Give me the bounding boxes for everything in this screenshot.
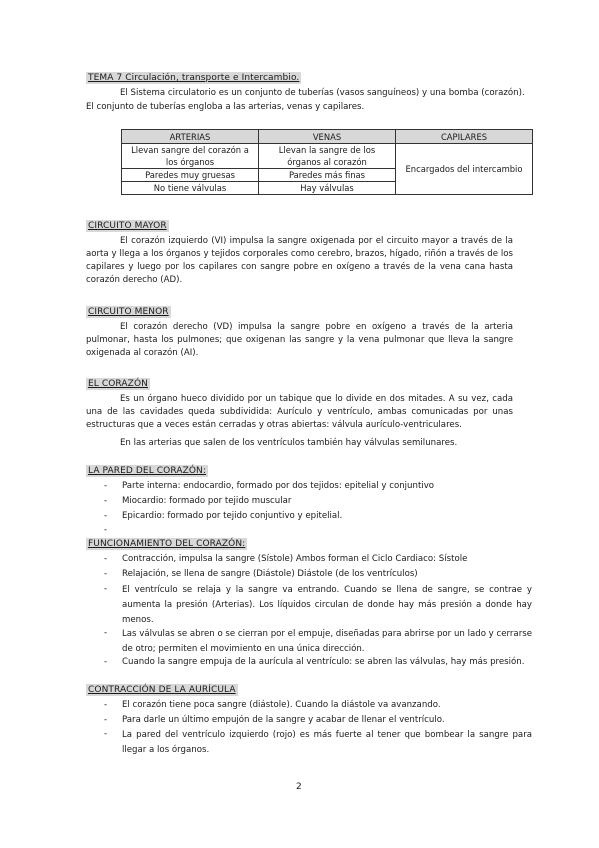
corazon-text-2: En las arterias que salen de los ventrículos también hay válvulas semilunares. <box>120 438 458 448</box>
document-title: TEMA 7 Circulación, transporte e Intercambio. <box>88 73 300 83</box>
bullet-dash: - <box>104 481 108 491</box>
table-header-venas: VENAS <box>259 130 396 144</box>
corazon-text: Es un órgano hueco dividido por un tabique que lo divide en dos mitades. A su vez, cada una de las cavidades queda subdividida: Aurículo y ventrículo, ambas comunicadas por unas estructuras que a veces están cerradas y otras abiertas: válvula aurículo-ventriculares. <box>86 394 513 430</box>
section-heading-circuito-mayor: CIRCUITO MAYOR <box>88 221 167 231</box>
bullet-dash: - <box>104 700 108 710</box>
table-cell: Paredes muy gruesas <box>122 169 259 182</box>
table-cell: Llevan sangre del corazón a los órganos <box>122 144 259 169</box>
section-heading-corazon: EL CORAZÓN <box>88 379 148 389</box>
section-heading-funcionamiento: FUNCIONAMIENTO DEL CORAZÓN: <box>88 539 246 549</box>
intro-line-1: El Sistema circulatorio es un conjunto de tuberías (vasos sanguíneos) y una bomba (corazón). <box>120 88 525 98</box>
circuito-mayor-text: El corazón izquierdo (VI) impulsa la sangre oxigenada por el circuito mayor a través de la aorta y llega a los órganos y tejidos corporales como cerebro, brazos, hígado, riñón a través de los capilares y luego por los capilares con sangre pobre en oxígeno a través de la vena cana hasta corazón derecho (AD). <box>86 236 513 285</box>
table-cell: No tiene válvulas <box>122 182 259 195</box>
section-heading-circuito-menor: CIRCUITO MENOR <box>88 307 169 317</box>
table-cell: Hay válvulas <box>259 182 396 195</box>
table-cell: Paredes más finas <box>259 169 396 182</box>
document-page: TEMA 7 Circulación, transporte e Intercambio. El Sistema circulatorio es un conjunto de tuberías (vasos sanguíneos) y una bomba (corazón). El conjunto de tuberías engloba a las arterias, venas y capilares. ARTERIAS VENAS CAPILARES Llevan sangre del corazón a los órganos Llevan la sangre de los órganos al corazón Encargados del intercambio Paredes muy gruesas Paredes más finas No tiene válvulas Hay válvulas CIRCUITO MAYOR El corazón izquierdo (VI) impulsa la sangre oxigenada por el circuito mayor a través de la aorta y llega a los órganos y tejidos corporales como cerebro, brazos, hígado, riñón a través de los capilares y luego por los capilares con sangre pobre en oxígeno a través de la vena cana hasta corazón derecho (AD). CIRCUITO MENOR El corazón derecho (VD) impulsa la sangre pobre en oxígeno a través de la arteria pulmonar, hasta los pulmones; que oxigenan las sangre y la vena pulmonar que lleva la sangre oxigenada al corazón (AI). EL CORAZÓN Es un órgano hueco dividido por un tabique que lo divide en dos mitades. A su vez, cada una de las cavidades queda subdividida: Aurículo y ventrículo, ambas comunicadas por unas estructuras que a veces están cerradas y otras abiertas: válvula aurículo-ventriculares. En las arterias que salen de los ventrículos también hay válvulas semilunares. LA PARED DEL CORAZÓN: - Parte interna: endocardio, formado por dos tejidos: epitelial y conjuntivo - Miocardio: formado por tejido muscular - Epicardio: formado por tejido conjuntivo y epitelial. - FUNCIONAMIENTO DEL CORAZÓN: - Contracción, impulsa la sangre (Sístole) Ambos forman el Ciclo Cardiaco: Sístole - Relajación, se llena de sangre (Diástole) Diástole (de los ventrículos) - El ventrículo se relaja y la sangre va entrando. Cuando se llena de sangre, se contrae y aumenta la presión (Arterias). Los líquidos circulan de donde hay más presión a donde hay menos. - Las válvulas se abren o se cierran por el empuje, diseñadas para abrirse por un lado y cerrarse de otro; permiten el movimiento en una única dirección. - Cuando la sangre empuja de la aurícula al ventrículo: se abren las válvulas, hay más presión. CONTRACCIÓN DE LA AURÍCULA - El corazón tiene poca sangre (diástole). Cuando la diástole va avanzando. - Para darle un último empujón de la sangre y acabar de llenar el ventrículo. - La pared del ventrículo izquierdo (rojo) es más fuerte al tener que bombear la sangre para llegar a los órganos. 2 <box>86 73 532 792</box>
bullet-dash: - <box>104 511 108 521</box>
bullet-dash: - <box>104 628 108 638</box>
table-header-arterias: ARTERIAS <box>122 130 259 144</box>
table-cell-capilares: Encargados del intercambio <box>396 144 533 195</box>
section-heading-contraccion: CONTRACCIÓN DE LA AURÍCULA <box>88 685 236 695</box>
bullet-dash: - <box>104 584 108 594</box>
table-header-capilares: CAPILARES <box>396 130 533 144</box>
intro-line-2: El conjunto de tuberías engloba a las arterias, venas y capilares. <box>86 102 365 112</box>
bullet-dash: - <box>104 569 108 579</box>
bullet-dash: - <box>104 715 108 725</box>
table-cell: Llevan la sangre de los órganos al corazón <box>259 144 396 169</box>
bullet-dash: - <box>104 496 108 506</box>
bullet-dash: - <box>104 657 108 667</box>
section-heading-pared: LA PARED DEL CORAZÓN: <box>88 466 206 476</box>
vessels-table <box>121 129 533 195</box>
bullet-dash: - <box>104 554 108 564</box>
bullet-dash: - <box>104 729 108 739</box>
circuito-menor-text: El corazón derecho (VD) impulsa la sangre pobre en oxígeno a través de la arteria pulmonar, hasta los pulmones; que oxigenan las sangre y la vena pulmonar que lleva la sangre oxigenada al corazón (AI). <box>86 322 513 358</box>
bullet-dash: - <box>104 525 108 535</box>
page-number: 2 <box>296 782 302 792</box>
